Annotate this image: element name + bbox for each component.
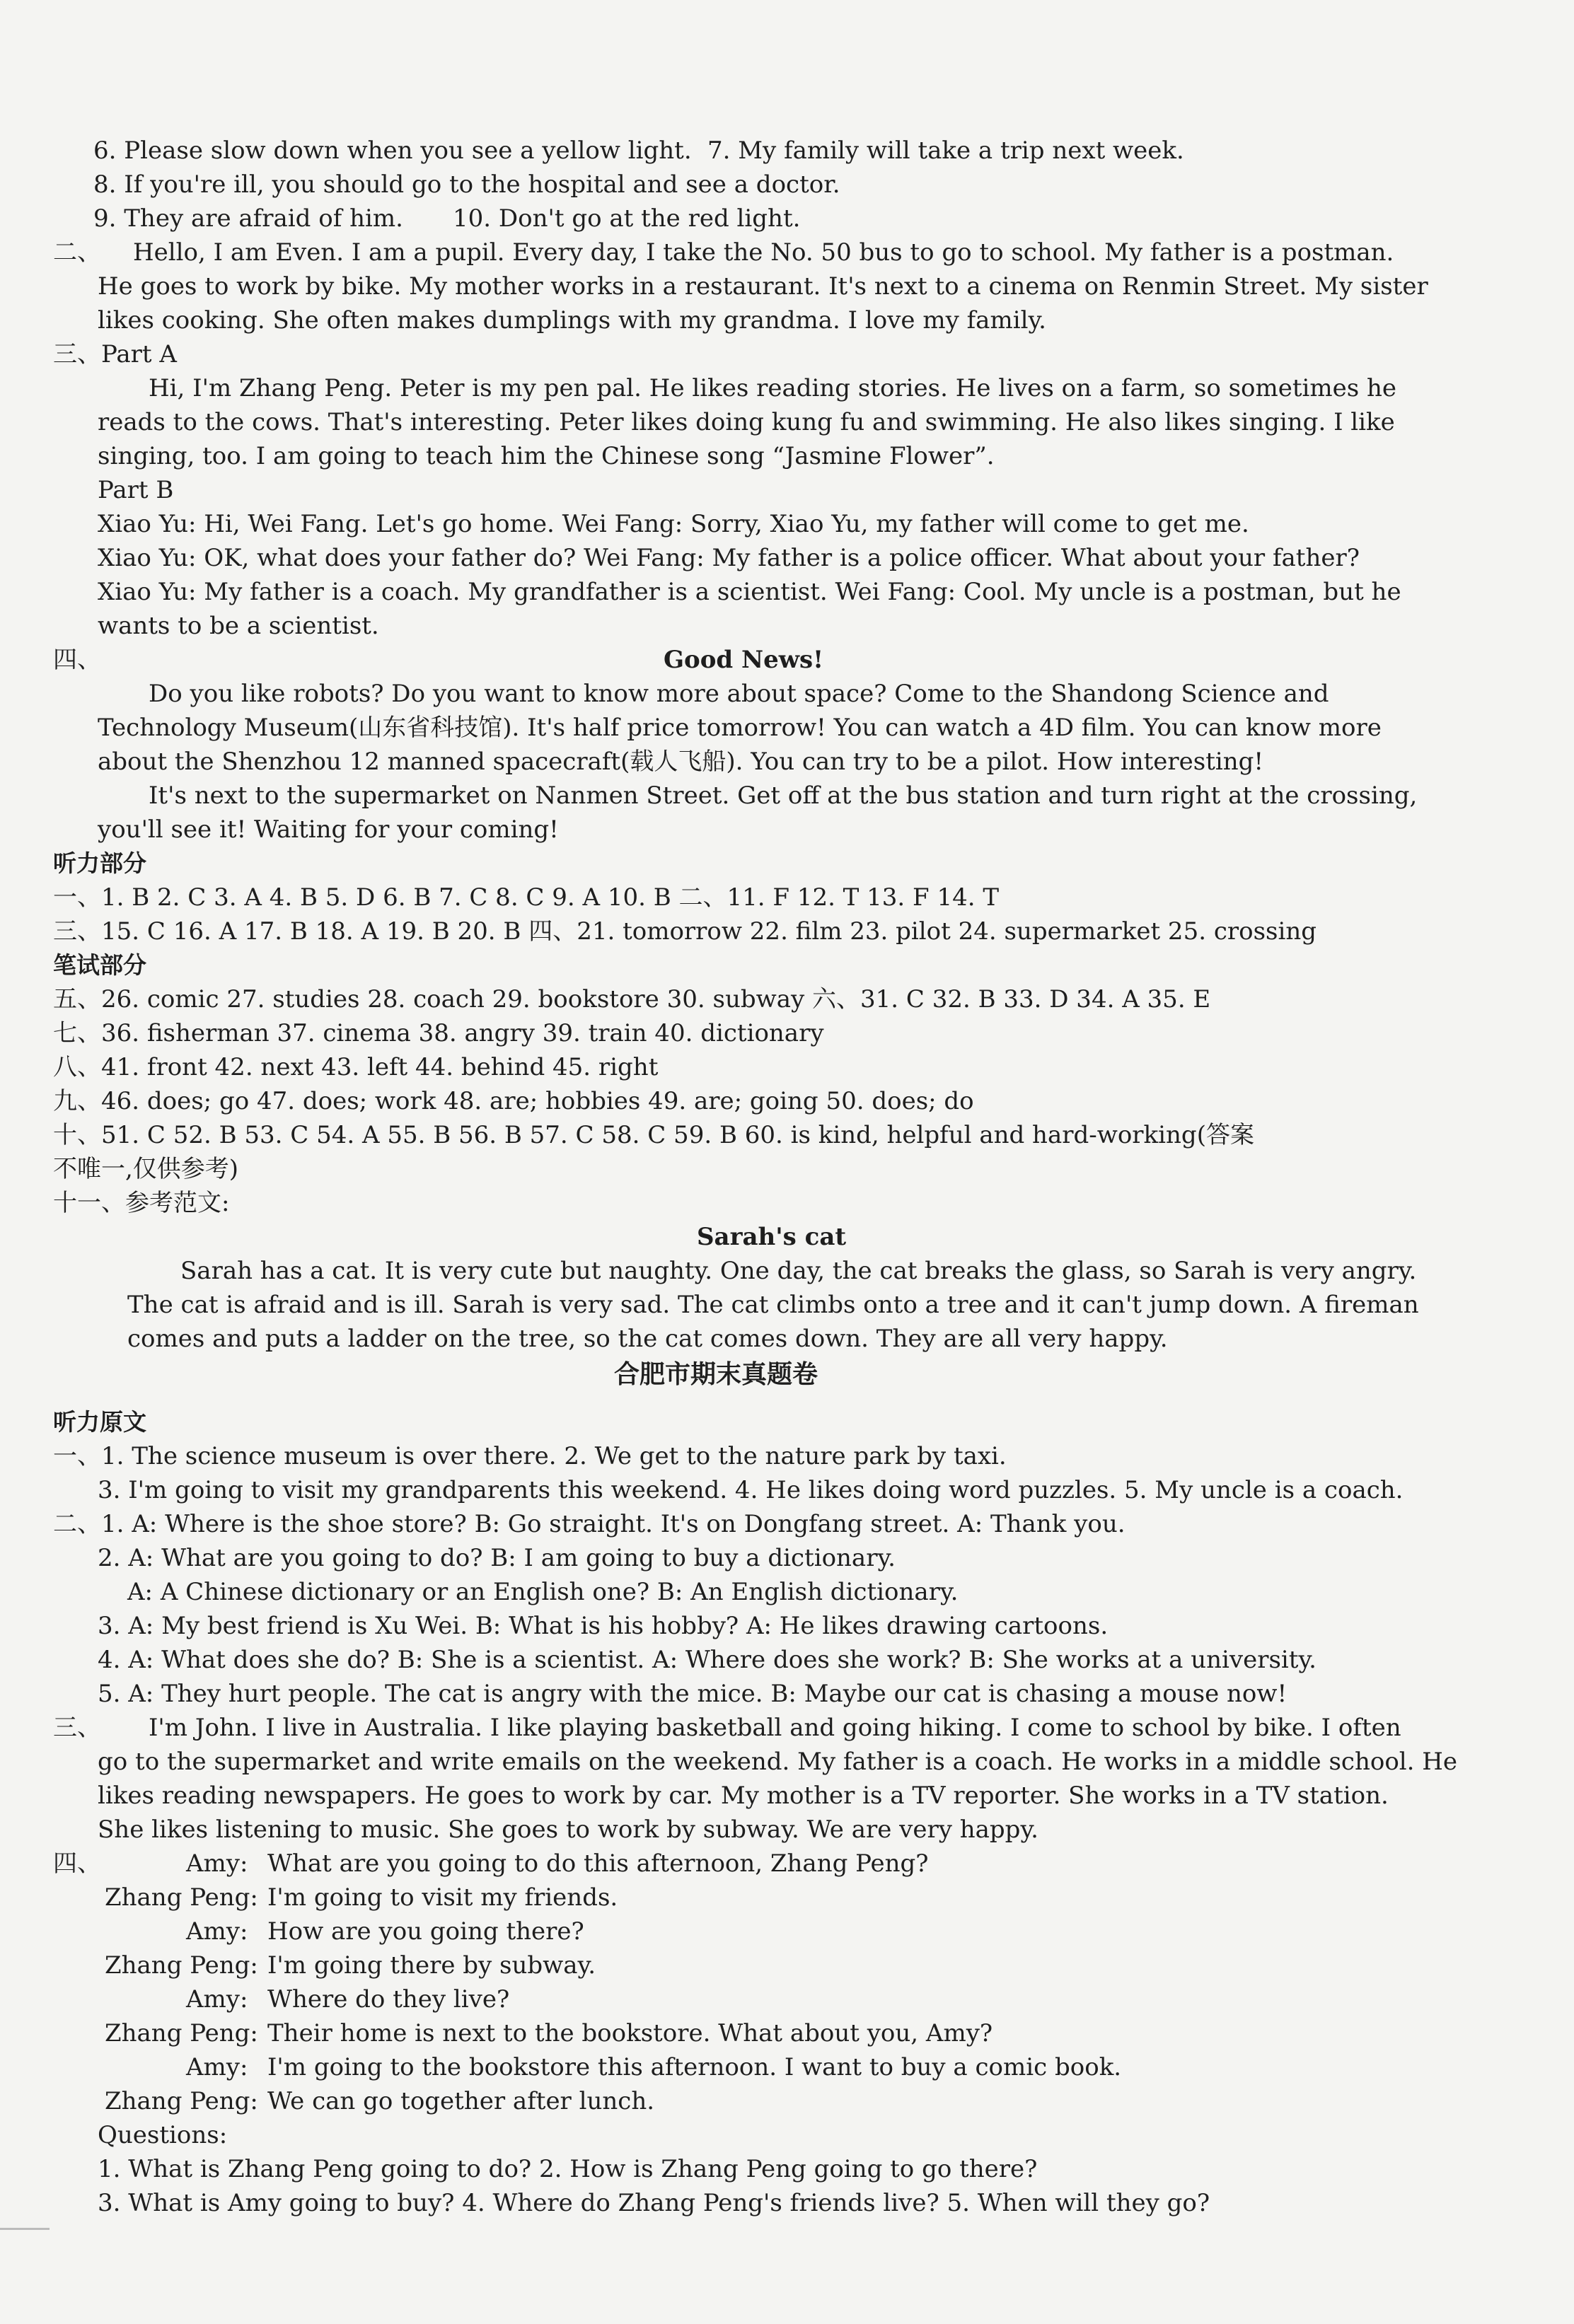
dialog-speaker: Zhang Peng: — [105, 1951, 258, 1980]
text-line: A: A Chinese dictionary or an English one? B: An English dictionary. — [127, 1578, 959, 1606]
section-marker: 二、 — [53, 238, 101, 267]
text-line: 3. I'm going to visit my grandparents this weekend. 4. He likes doing word puzzles. 5. My uncle is a coach. — [98, 1476, 1404, 1504]
text-line: 3. What is Amy going to buy? 4. Where do Zhang Peng's friends live? 5. When will they go? — [98, 2189, 1210, 2217]
text-line: He goes to work by bike. My mother works in a restaurant. It's next to a cinema on Renmin Street. My sister — [98, 272, 1428, 301]
dialog-text: Where do they live? — [267, 1985, 510, 2014]
dialog-speaker: Amy: — [186, 1917, 248, 1946]
answer-row: 不唯一,仅供参考) — [53, 1155, 239, 1183]
section-marker: 三、Part A — [53, 340, 177, 368]
text-line: likes cooking. She often makes dumplings with my grandma. I love my family. — [98, 306, 1046, 335]
text-line: reads to the cows. That's interesting. Peter likes doing kung fu and swimming. He also likes singing. I like — [98, 408, 1395, 436]
text-line: I'm John. I live in Australia. I like playing basketball and going hiking. I come to school by bike. I often — [149, 1714, 1401, 1742]
text-line: 9. They are afraid of him. — [93, 204, 403, 233]
text-line: It's next to the supermarket on Nanmen Street. Get off at the bus station and turn right at the crossing, — [149, 782, 1418, 810]
text-line: 10. Don't go at the red light. — [453, 204, 801, 233]
section-marker: 四、 — [53, 646, 101, 674]
text-line: She likes listening to music. She goes to work by subway. We are very happy. — [98, 1815, 1038, 1844]
text-line: about the Shenzhou 12 manned spacecraft(载人飞船). You can try to be a pilot. How interesting! — [98, 748, 1264, 776]
dialog-speaker: Zhang Peng: — [105, 2087, 258, 2115]
text-line: you'll see it! Waiting for your coming! — [98, 815, 559, 844]
text-line: 二、1. A: Where is the shoe store? B: Go straight. It's on Dongfang street. A: Thank you. — [53, 1510, 1125, 1538]
answer-row: 一、1. B 2. C 3. A 4. B 5. D 6. B 7. C 8. C 9. A 10. B 二、11. F 12. T 13. F 14. T — [53, 883, 1000, 912]
answer-row: 八、41. front 42. next 43. left 44. behind 45. right — [53, 1053, 659, 1081]
answer-row: 三、15. C 16. A 17. B 18. A 19. B 20. B 四、21. tomorrow 22. film 23. pilot 24. supermarket 25. crossing — [53, 917, 1317, 946]
text-line: Technology Museum(山东省科技馆). It's half price tomorrow! You can watch a 4D film. You can know more — [98, 714, 1382, 742]
text-line: singing, too. I am going to teach him the Chinese song “Jasmine Flower”. — [98, 442, 995, 470]
text-line: Do you like robots? Do you want to know more about space? Come to the Shandong Science and — [149, 680, 1329, 708]
text-line: 8. If you're ill, you should go to the hospital and see a doctor. — [93, 170, 840, 199]
essay-title: Sarah's cat — [697, 1223, 847, 1251]
answer-row: 九、46. does; go 47. does; work 48. are; hobbies 49. are; going 50. does; do — [53, 1087, 974, 1115]
section-marker: 三、 — [53, 1714, 101, 1742]
section-marker: 四、 — [53, 1849, 101, 1878]
text-line: 1. What is Zhang Peng going to do? 2. How is Zhang Peng going to go there? — [98, 2155, 1038, 2183]
dialog-text: Their home is next to the bookstore. What about you, Amy? — [267, 2019, 993, 2047]
dialog-speaker: Zhang Peng: — [105, 1883, 258, 1912]
section-heading: 听力部分 — [53, 849, 146, 877]
answer-row: 七、36. fisherman 37. cinema 38. angry 39. train 40. dictionary — [53, 1019, 824, 1047]
dialog-speaker: Amy: — [186, 2053, 248, 2081]
text-line: 4. A: What does she do? B: She is a scientist. A: Where does she work? B: She works at a university. — [98, 1646, 1317, 1674]
text-line: Questions: — [98, 2121, 228, 2149]
text-line: Sarah has a cat. It is very cute but naughty. One day, the cat breaks the glass, so Sarah is very angry. — [180, 1257, 1417, 1285]
dialog-speaker: Amy: — [186, 1849, 248, 1878]
text-line: 一、1. The science museum is over there. 2. We get to the nature park by taxi. — [53, 1442, 1007, 1470]
dialog-speaker: Zhang Peng: — [105, 2019, 258, 2047]
dialog-speaker: Amy: — [186, 1985, 248, 2014]
text-line: Xiao Yu: Hi, Wei Fang. Let's go home. Wei Fang: Sorry, Xiao Yu, my father will come to get me. — [98, 510, 1249, 538]
text-line: 6. Please slow down when you see a yellow light. — [93, 136, 692, 165]
text-line: The cat is afraid and is ill. Sarah is very sad. The cat climbs onto a tree and it can't jump down. A fireman — [127, 1291, 1419, 1319]
page-edge-mark — [0, 2228, 50, 2230]
text-line: Xiao Yu: My father is a coach. My grandfather is a scientist. Wei Fang: Cool. My uncle is a postman, but he — [98, 578, 1401, 606]
dialog-text: I'm going to the bookstore this afternoon. I want to buy a comic book. — [267, 2053, 1122, 2081]
answer-row: 十一、参考范文: — [53, 1189, 230, 1217]
text-line: go to the supermarket and write emails on the weekend. My father is a coach. He works in a middle school. He — [98, 1748, 1458, 1776]
section-title: Good News! — [664, 646, 824, 674]
text-line: 7. My family will take a trip next week. — [707, 136, 1184, 165]
answer-row: 十、51. C 52. B 53. C 54. A 55. B 56. B 57. C 58. C 59. B 60. is kind, helpful and hard-working(答案 — [53, 1121, 1254, 1149]
exam-title: 合肥市期末真题卷 — [614, 1359, 818, 1389]
dialog-text: I'm going there by subway. — [267, 1951, 596, 1980]
text-line: 2. A: What are you going to do? B: I am going to buy a dictionary. — [98, 1544, 896, 1572]
text-line: wants to be a scientist. — [98, 612, 379, 640]
section-heading: 听力原文 — [53, 1408, 146, 1436]
text-line: likes reading newspapers. He goes to work by car. My mother is a TV reporter. She works in a TV station. — [98, 1782, 1389, 1810]
text-line: Hi, I'm Zhang Peng. Peter is my pen pal. He likes reading stories. He lives on a farm, so sometimes he — [149, 374, 1397, 402]
section-heading: 笔试部分 — [53, 951, 146, 979]
text-line: Part B — [98, 476, 174, 504]
text-line: Hello, I am Even. I am a pupil. Every day, I take the No. 50 bus to go to school. My father is a postman. — [133, 238, 1394, 267]
text-line: 5. A: They hurt people. The cat is angry with the mice. B: Maybe our cat is chasing a mouse now! — [98, 1680, 1287, 1708]
text-line: Xiao Yu: OK, what does your father do? Wei Fang: My father is a police officer. What about your father? — [98, 544, 1360, 572]
dialog-text: What are you going to do this afternoon, Zhang Peng? — [267, 1849, 929, 1878]
dialog-text: We can go together after lunch. — [267, 2087, 655, 2115]
text-line: 3. A: My best friend is Xu Wei. B: What is his hobby? A: He likes drawing cartoons. — [98, 1612, 1109, 1640]
answer-row: 五、26. comic 27. studies 28. coach 29. bookstore 30. subway 六、31. C 32. B 33. D 34. A 35. E — [53, 985, 1211, 1013]
dialog-text: How are you going there? — [267, 1917, 584, 1946]
text-line: comes and puts a ladder on the tree, so the cat comes down. They are all very happy. — [127, 1325, 1168, 1353]
dialog-text: I'm going to visit my friends. — [267, 1883, 618, 1912]
